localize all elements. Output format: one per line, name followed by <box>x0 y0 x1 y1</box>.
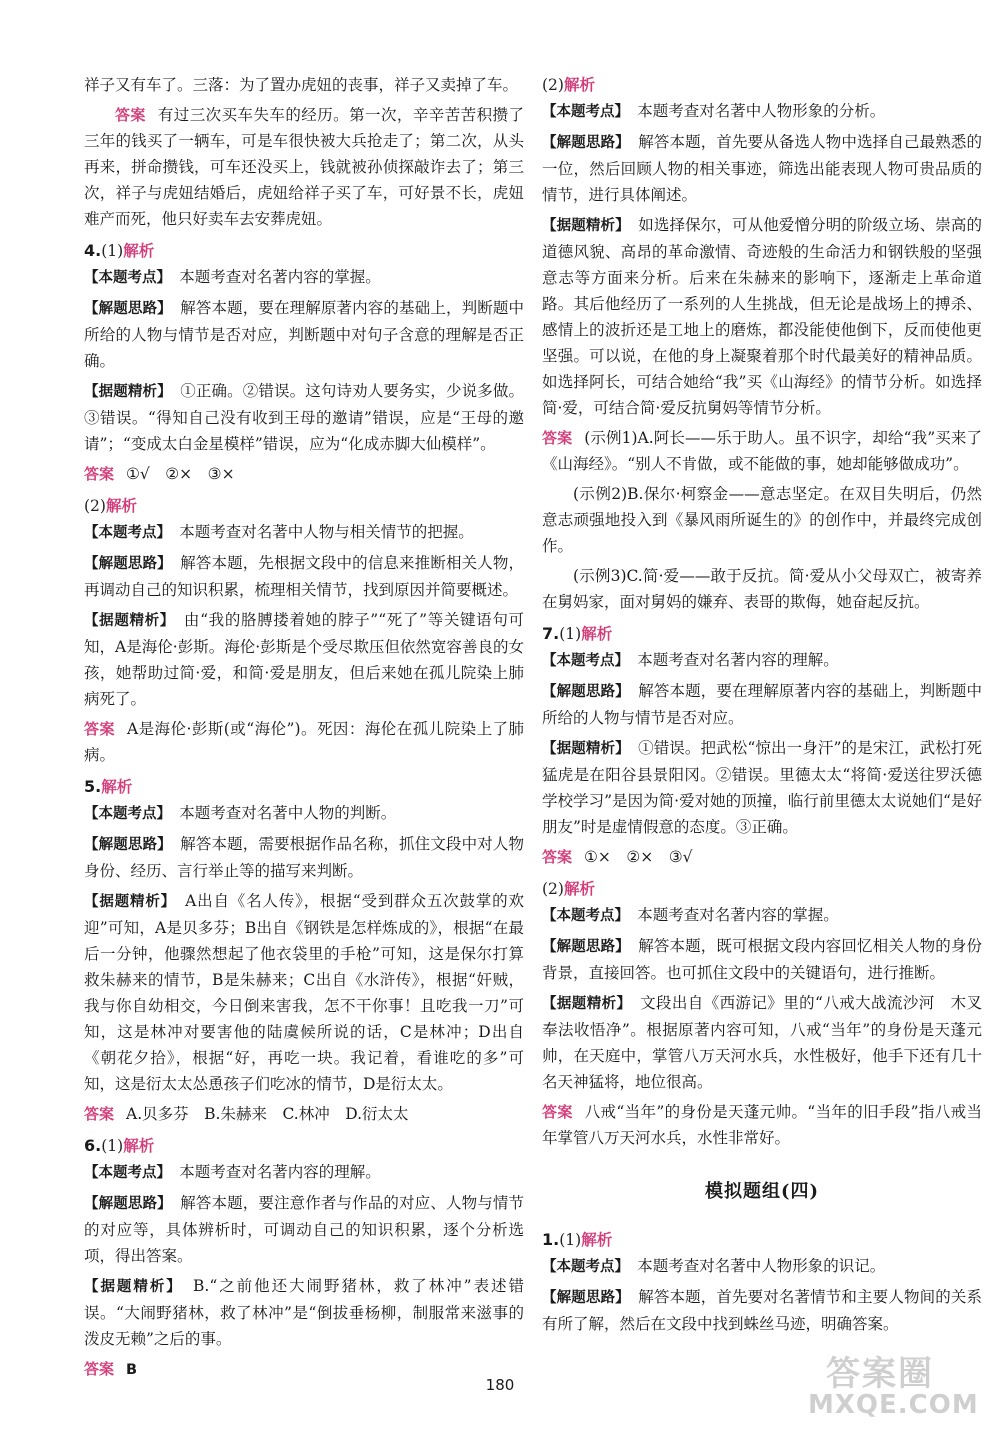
question-7-header <box>542 621 982 647</box>
analysis-tag: 【据题精析】 <box>542 996 625 1012</box>
answer-text: 有过三次买车失车的经历。第一次，辛辛苦苦积攒了三年的钱买了一辆车，可是车很快被大兵抢走了；第二次，从头再来，拼命攒钱，可车还没买上，钱就被孙侦探敲诈去了；第三次，祥子与虎妞结婚后，虎妞给祥子买了车，可好景不长，虎妞难产而死，他只好卖车去安葬虎妞。 <box>84 106 524 228</box>
sub-question-number: (1) <box>559 1231 582 1249</box>
solution-text: 解答本题，先根据文段中的信息来推断相关人物，再调动自己的知识积累，梳理相关情节，找到原因并简要概述。 <box>84 554 524 599</box>
test-point-text: 本题考查对名著中人物形象的分析。 <box>637 102 886 120</box>
solution-tag: 【解题思路】 <box>542 135 623 151</box>
sub-question-number: (1) <box>101 1137 124 1155</box>
example-3: (示例3)C.简·爱——敢于反抗。简·爱从小父母双亡，被寄养在舅妈家，面对舅妈的嫌弃、表哥的欺侮，她奋起反抗。 <box>542 567 982 611</box>
solution-tag: 【解题思路】 <box>84 556 165 572</box>
detailed-analysis <box>542 990 982 1095</box>
solution-approach <box>84 831 524 884</box>
solution-approach <box>542 129 982 208</box>
solution-approach <box>542 1284 982 1337</box>
answer-block <box>542 425 982 477</box>
right-column <box>542 72 982 1341</box>
analysis-tag: 【据题精析】 <box>84 613 168 629</box>
section-title: 模拟题组(四) <box>704 1181 820 1202</box>
answer-block <box>84 461 524 487</box>
question-4-part-2-header <box>84 493 524 519</box>
test-point-tag: 【本题考点】 <box>542 908 622 924</box>
site-watermark <box>808 1346 988 1426</box>
answer-text: ①× ②× ③√ <box>584 848 693 866</box>
detailed-analysis <box>84 607 524 712</box>
answer-text: ①√ ②× ③× <box>126 465 235 483</box>
analysis-text: 由“我的胳膊搂着她的脖子”“死了”等关键语句可知，A是海伦·彭斯。海伦·彭斯是个受尽欺压但依然宽容善良的女孩，她帮助过简·爱，和简·爱是朋友，但后来她在孤儿院染上肺病死了。 <box>84 611 525 708</box>
answer-label: 答案 <box>542 1103 573 1121</box>
question-6-part-2-header <box>542 72 982 98</box>
test-point-text: 本题考查对名著中人物的判断。 <box>179 804 397 822</box>
analysis-label: 解析 <box>101 778 133 796</box>
test-point-text: 本题考查对名著中人物与相关情节的把握。 <box>179 523 474 541</box>
sub-question-number: (1) <box>101 242 124 260</box>
answer-block <box>542 1099 982 1151</box>
solution-approach <box>84 550 524 603</box>
analysis-text: ①正确。②错误。这句诗劝人要务实，少说多做。③错误。“得知自己没有收到王母的邀请”错误，应是“王母的邀请”；“变成太白金星模样”错误，应为“化成赤脚大仙模样”。 <box>84 382 524 453</box>
test-point-text: 本题考查对名著内容的理解。 <box>179 1163 381 1181</box>
solution-text: 解答本题，要在理解原著内容的基础上，判断题中所给的人物与情节是否对应。 <box>542 682 982 727</box>
question-number: 7. <box>542 624 560 643</box>
analysis-label: 解析 <box>563 76 595 94</box>
analysis-label: 解析 <box>123 1137 155 1155</box>
answer-text: A是海伦·彭斯(或“海伦”)。死因：海伦在孤儿院染上了肺病。 <box>84 720 524 764</box>
question-number: 5. <box>84 777 102 796</box>
question-6-header <box>84 1133 524 1159</box>
test-point <box>84 264 524 291</box>
test-point <box>542 98 982 125</box>
test-point-tag: 【本题考点】 <box>84 270 164 286</box>
test-point <box>84 1159 524 1186</box>
test-point-text: 本题考查对名著内容的掌握。 <box>637 906 839 924</box>
test-point-tag: 【本题考点】 <box>84 525 164 541</box>
detailed-analysis <box>84 888 524 1097</box>
analysis-label: 解析 <box>581 625 613 643</box>
answer-text: 八戒“当年”的身份是天蓬元帅。“当年的旧手段”指八戒当年掌管八万天河水兵，水性非常好。 <box>542 1103 982 1147</box>
question-4-header <box>84 238 524 264</box>
answer-text: A.贝多芬 B.朱赫来 C.林冲 D.衍太太 <box>126 1105 409 1123</box>
question-5-header <box>84 774 524 800</box>
test-point <box>542 647 982 674</box>
page-number: 180 <box>485 1376 515 1394</box>
analysis-text: B.“之前他还大闹野猪林，救了林冲”表述错误。“大闹野猪林，救了林冲”是“倒拔垂杨柳，制服常来滋事的泼皮无赖”之后的事。 <box>84 1277 524 1348</box>
solution-approach <box>542 933 982 986</box>
test-point-text: 本题考查对名著内容的理解。 <box>637 651 839 669</box>
analysis-tag: 【据题精析】 <box>84 1279 176 1295</box>
analysis-text: ①错误。把武松“惊出一身汗”的是宋江，武松打死猛虎是在阳谷县景阳冈。②错误。里德太太“将简·爱送往罗沃德学校学习”是因为简·爱对她的顶撞，临行前里德太太说她们“是好朋友”时是虚情假意的态度。③正确。 <box>542 739 982 836</box>
analysis-text: A出自《名人传》，根据“受到群众五次鼓掌的欢迎”可知，A是贝多芬；B出自《钢铁是怎样炼成的》，根据“在最后一分钟，他骤然想起了他衣袋里的手枪”可知，这是保尔打算救朱赫来的情节，B是朱赫来；C出自《水浒传》，根据“奸贼，我与你自幼相交，今日倒来害我，怎不干你事！且吃我一刀”可知，这是林冲对要害他的陆虞候所说的话，C是林冲；D出自《朝花夕拾》，根据“好，再吃一块。我记着，看谁吃的多”可知，这是衍太太怂恿孩子们吃冰的情节，D是衍太太。 <box>84 892 524 1093</box>
test-point <box>84 519 524 546</box>
solution-approach <box>542 678 982 731</box>
test-point-tag: 【本题考点】 <box>542 1259 622 1275</box>
analysis-tag: 【据题精析】 <box>542 741 623 757</box>
test-point-tag: 【本题考点】 <box>84 806 164 822</box>
solution-text: 解答本题，既可根据文段内容回忆相关人物的身份背景，直接回答。也可抓住文段中的关键语句，进行推断。 <box>542 937 982 982</box>
test-point <box>84 800 524 827</box>
solution-tag: 【解题思路】 <box>84 837 165 853</box>
test-point-tag: 【本题考点】 <box>542 104 622 120</box>
analysis-label: 解析 <box>563 880 595 898</box>
analysis-text: 如选择保尔，可从他爱憎分明的阶级立场、崇高的道德风貌、高昂的革命激情、奇迹般的生命活力和钢铁般的坚强意志等方面来分析。后来在朱赫来的影响下，逐渐走上革命道路。其后他经历了一系列的人生挑战，但无论是战场上的搏杀、感情上的波折还是工地上的磨炼，都没能使他倒下，反而使他更坚强。可以说，在他的身上凝聚着那个时代最美好的精神品质。如选择阿长，可结合她给“我”买《山海经》的情节分析。如选择简·爱，可结合简·爱反抗舅妈等情节分析。 <box>542 216 982 417</box>
answer-block <box>84 1101 524 1127</box>
solution-tag: 【解题思路】 <box>542 939 623 955</box>
sub-question-number: (2) <box>542 76 564 94</box>
analysis-label: 解析 <box>581 1231 613 1249</box>
solution-text: 解答本题，首先要对名著情节和主要人物间的关系有所了解，然后在文段中找到蛛丝马迹，明确答案。 <box>542 1288 982 1333</box>
solution-tag: 【解题思路】 <box>542 684 623 700</box>
analysis-tag: 【据题精析】 <box>84 894 169 910</box>
test-point-text: 本题考查对名著中人物形象的识记。 <box>637 1257 886 1275</box>
answer-label: 答案 <box>84 1360 115 1378</box>
answer-label: 答案 <box>115 106 146 124</box>
answer-label: 答案 <box>542 848 573 866</box>
answer-label: 答案 <box>84 1105 115 1123</box>
answer-block <box>542 844 982 870</box>
analysis-label: 解析 <box>105 497 137 515</box>
left-column <box>84 72 524 1387</box>
detailed-analysis <box>542 212 982 421</box>
example-2: (示例2)B.保尔·柯察金——意志坚定。在双目失明后，仍然意志顽强地投入到《暴风雨所诞生的》的创作中，并最终完成创作。 <box>542 485 982 555</box>
test-point-tag: 【本题考点】 <box>84 1165 164 1181</box>
sub-question-number: (2) <box>84 497 106 515</box>
question-number: 4. <box>84 241 102 260</box>
analysis-text: 文段出自《西游记》里的“八戒大战流沙河 木叉奉法收悟净”。根据原著内容可知，八戒“当年”的身份是天蓬元帅，在天庭中，掌管八万天河水兵，水性极好，他手下还有几十名天神猛将，地位很高。 <box>542 994 982 1091</box>
solution-text: 解答本题，首先要从备选人物中选择自己最熟悉的一位，然后回顾人物的相关事迹，筛选出能表现人物可贵品质的情节，进行具体阐述。 <box>542 133 982 204</box>
section-question-1-header <box>542 1227 982 1253</box>
analysis-tag: 【据题精析】 <box>542 218 623 234</box>
sub-question-number: (2) <box>542 880 564 898</box>
test-point <box>542 1253 982 1280</box>
solution-text: 解答本题，要注意作者与作品的对应、人物与情节的对应等，具体辨析时，可调动自己的知识积累，逐个分析选项，得出答案。 <box>84 1194 524 1265</box>
solution-tag: 【解题思路】 <box>542 1290 623 1306</box>
test-point <box>542 902 982 929</box>
test-point-tag: 【本题考点】 <box>542 653 622 669</box>
solution-text: 解答本题，要在理解原著内容的基础上，判断题中所给的人物与情节是否对应，判断题中对句子含意的理解是否正确。 <box>84 299 524 370</box>
intro-answer <box>84 102 524 232</box>
answer-label: 答案 <box>542 429 573 447</box>
solution-tag: 【解题思路】 <box>84 1196 165 1212</box>
answer-label: 答案 <box>84 720 115 738</box>
answer-label: 答案 <box>84 465 115 483</box>
question-number: 6. <box>84 1136 102 1155</box>
answer-block <box>84 716 524 768</box>
answer-text: (示例1)A.阿长——乐于助人。虽不识字，却给“我”买来了《山海经》。“别人不肯做，或不能做的事，她却能够做成功”。 <box>542 429 982 473</box>
test-point-text: 本题考查对名著内容的掌握。 <box>179 268 381 286</box>
solution-approach <box>84 1190 524 1269</box>
question-7-part-2-header <box>542 876 982 902</box>
watermark-logo-text: 答案圈 <box>826 1354 934 1394</box>
question-number: 1. <box>542 1230 560 1249</box>
watermark-url: MXQE.COM <box>808 1390 979 1420</box>
solution-tag: 【解题思路】 <box>84 301 165 317</box>
analysis-tag: 【据题精析】 <box>84 384 165 400</box>
detailed-analysis <box>84 378 524 457</box>
intro-text: 祥子又有车了。三落：为了置办虎妞的丧事，祥子又卖掉了车。 <box>84 76 519 94</box>
answer-text: B <box>126 1362 138 1378</box>
solution-approach <box>84 295 524 374</box>
solution-text: 解答本题，需要根据作品名称，抓住文段中对人物身份、经历、言行举止等的描写来判断。 <box>84 835 524 880</box>
detailed-analysis <box>84 1273 524 1352</box>
detailed-analysis <box>542 735 982 840</box>
analysis-label: 解析 <box>123 242 155 260</box>
sub-question-number: (1) <box>559 625 582 643</box>
